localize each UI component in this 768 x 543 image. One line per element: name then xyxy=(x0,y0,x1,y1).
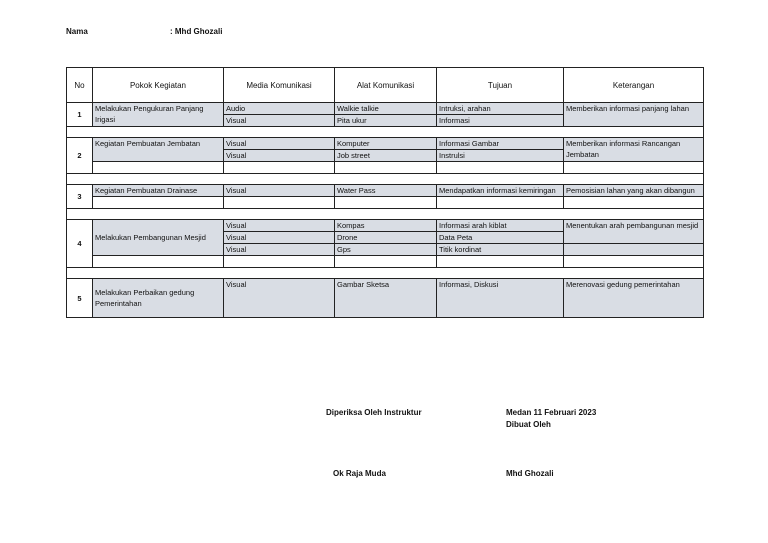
activity-table xyxy=(66,67,704,318)
nama-label: Nama xyxy=(66,27,88,36)
row-no: 2 xyxy=(67,138,93,174)
row-no: 5 xyxy=(67,279,93,318)
spacer-row xyxy=(67,174,704,185)
table-row xyxy=(67,138,704,150)
row-tujuan: Titik kordinat xyxy=(437,244,564,256)
row-keterangan: Merenovasi gedung pemerintahan xyxy=(564,279,704,318)
spacer-row xyxy=(67,209,704,220)
row-tujuan: Informasi Gambar xyxy=(437,138,564,150)
col-header-alat: Alat Komunikasi xyxy=(335,68,437,103)
row-tujuan: Informasi xyxy=(437,115,564,127)
row-tujuan: Intruksi, arahan xyxy=(437,103,564,115)
row-kegiatan: Melakukan Pembangunan Mesjid xyxy=(93,220,224,256)
row-media: Audio xyxy=(224,103,335,115)
row-kegiatan: Kegiatan Pembuatan Jembatan xyxy=(93,138,224,162)
row-keterangan: Menentukan arah pembangunan mesjid xyxy=(564,220,704,244)
nama-value: : Mhd Ghozali xyxy=(170,27,223,36)
row-media: Visual xyxy=(224,220,335,232)
row-alat: Job street xyxy=(335,150,437,162)
row-media: Visual xyxy=(224,232,335,244)
col-header-no: No xyxy=(67,68,93,103)
row-tujuan: Mendapatkan informasi kemiringan xyxy=(437,185,564,197)
row-alat: Walkie talkie xyxy=(335,103,437,115)
row-kegiatan: Melakukan Pengukuran Panjang Irigasi xyxy=(93,103,224,127)
empty-row xyxy=(67,256,704,268)
row-no: 4 xyxy=(67,220,93,268)
row-kegiatan: Melakukan Perbaikan gedung Pemerintahan xyxy=(93,279,224,318)
spacer-row xyxy=(67,127,704,138)
table-row xyxy=(67,279,704,318)
row-media: Visual xyxy=(224,138,335,150)
row-kegiatan: Kegiatan Pembuatan Drainase xyxy=(93,185,224,197)
row-alat: Pita ukur xyxy=(335,115,437,127)
row-media: Visual xyxy=(224,115,335,127)
row-alat: Kompas xyxy=(335,220,437,232)
empty-row xyxy=(67,197,704,209)
col-header-tujuan: Tujuan xyxy=(437,68,564,103)
empty-row xyxy=(67,162,704,174)
row-keterangan: Pemosisian lahan yang akan dibangun xyxy=(564,185,704,197)
row-alat: Gps xyxy=(335,244,437,256)
col-header-media: Media Komunikasi xyxy=(224,68,335,103)
row-media: Visual xyxy=(224,150,335,162)
made-by-name: Mhd Ghozali xyxy=(506,469,554,478)
spacer-row xyxy=(67,268,704,279)
table-row xyxy=(67,220,704,232)
row-alat: Gambar Sketsa xyxy=(335,279,437,318)
checked-by-title: Diperiksa Oleh Instruktur xyxy=(326,408,422,417)
row-tujuan: Informasi arah kiblat xyxy=(437,220,564,232)
row-tujuan: Informasi, Diskusi xyxy=(437,279,564,318)
col-header-keterangan: Keterangan xyxy=(564,68,704,103)
date-place: Medan 11 Februari 2023 xyxy=(506,408,597,417)
row-media: Visual xyxy=(224,185,335,197)
row-alat: Komputer xyxy=(335,138,437,150)
checked-by-name: Ok Raja Muda xyxy=(333,469,386,478)
row-no: 3 xyxy=(67,185,93,209)
row-no: 1 xyxy=(67,103,93,127)
row-tujuan: Data Peta xyxy=(437,232,564,244)
row-media: Visual xyxy=(224,279,335,318)
table-row xyxy=(67,103,704,115)
table-header-row xyxy=(67,68,704,103)
row-tujuan: Instrulsi xyxy=(437,150,564,162)
row-alat: Drone xyxy=(335,232,437,244)
col-header-kegiatan: Pokok Kegiatan xyxy=(93,68,224,103)
row-alat: Water Pass xyxy=(335,185,437,197)
made-by-title: Dibuat Oleh xyxy=(506,420,551,429)
row-keterangan: Memberikan informasi Rancangan Jembatan xyxy=(564,138,704,162)
row-media: Visual xyxy=(224,244,335,256)
row-keterangan: Memberikan informasi panjang lahan xyxy=(564,103,704,127)
